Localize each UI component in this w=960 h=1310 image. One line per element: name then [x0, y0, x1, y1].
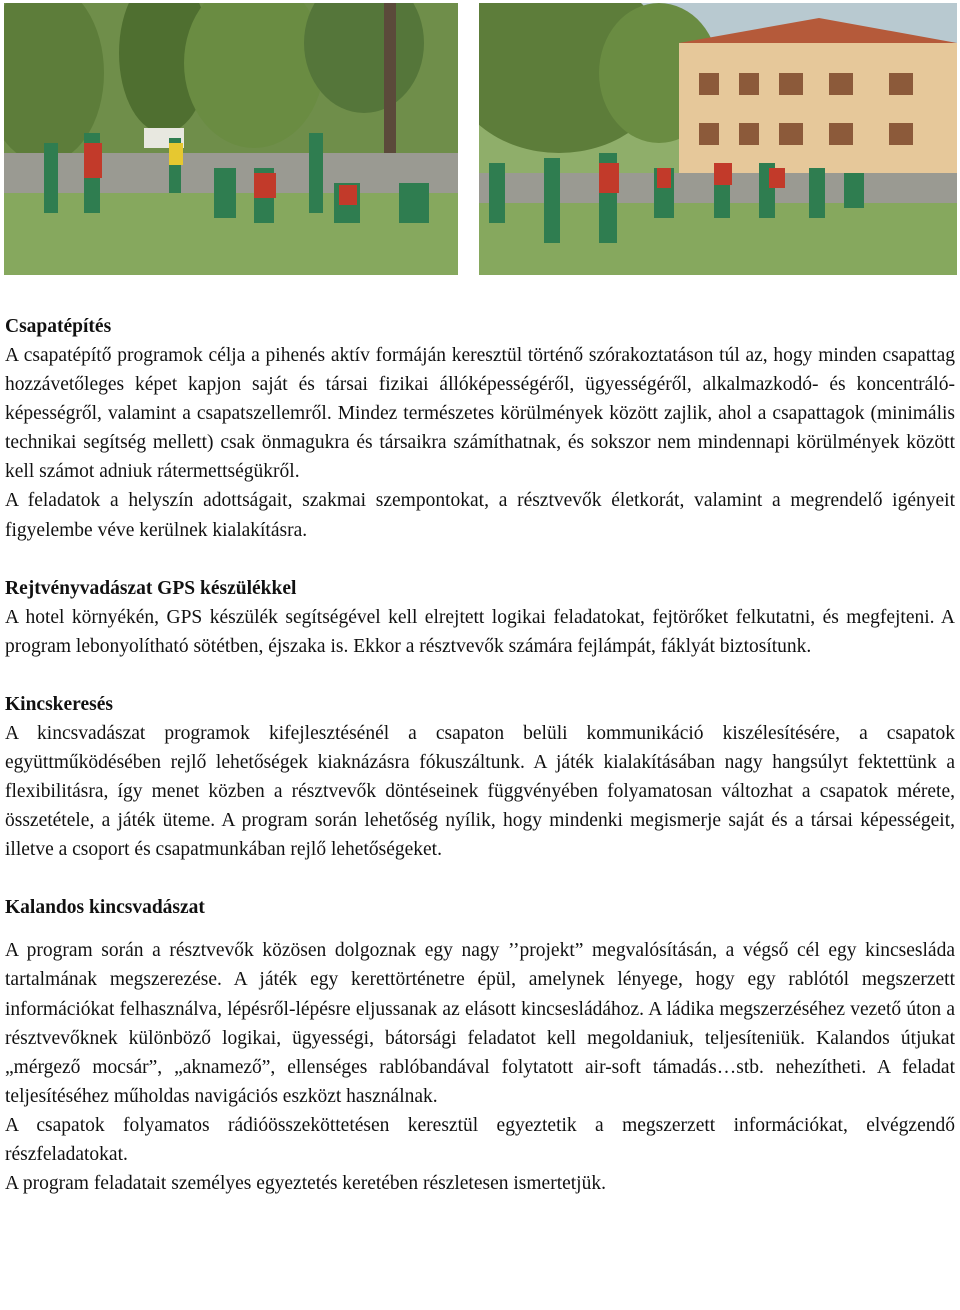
section-paragraph: A program feladatait személyes egyeztetés keretében részletesen ismertetjük. [5, 1173, 606, 1195]
section-paragraph: A csapatok folyamatos rádióösszeköttetésen keresztül egyeztetik a megszerzett információkat, elvégzendő részfeladatokat. [5, 1114, 955, 1165]
photo-team-hotel-lawn [479, 3, 957, 275]
document-body [5, 312, 955, 1198]
section-paragraph: A hotel környékén, GPS készülék segítségével kell elrejtett logikai feladatokat, fejtörőket felkutatni, és megfejteni. A program lebonyolítható sötétben, éjszaka is. Ekkor a résztvevők számára fejlámpát, fáklyát biztosítunk. [5, 606, 955, 657]
photo-row [0, 0, 960, 300]
section-rejtvenyvadaszat [5, 574, 955, 661]
section-heading: Csapatépítés [5, 316, 112, 337]
section-kincskereses [5, 690, 955, 864]
section-paragraph: A feladatok a helyszín adottságait, szakmai szempontokat, a résztvevők életkorát, valamint a megrendelő igényeit figyelembe véve kerülnek kialakításra. [5, 490, 955, 541]
section-heading: Kalandos kincsvadászat [5, 897, 205, 919]
section-heading: Rejtvényvadászat GPS készülékkel [5, 577, 297, 599]
photo-team-field-exercise [4, 3, 458, 275]
section-paragraph: A csapatépítő programok célja a pihenés aktív formáján keresztül történő szórakoztatáson túl az, hogy minden csapattag hozzávetőleges képet kapjon saját és társai fizikai állóképességéről, ügyességéről, alkalmazkodó- és koncentráló-képességről, valamint a csapatszellemről. Mindez természetes körülmények között zajlik, ahol a csapattagok (minimális technikai segítség mellett) csak önmagukra és társaikra számíthatnak, és sokszor nem mindennapi körülmények között kell számot adniuk rátermettségükről. [5, 345, 955, 483]
section-csapatepites [5, 312, 955, 545]
section-heading: Kincskeresés [5, 693, 113, 715]
section-paragraph: A program során a résztvevők közösen dolgoznak egy nagy ’’projekt” megvalósításán, a végső cél egy kincsesláda tartalmának megszerezése. A játék egy kerettörténetre épül, amelynek lényege, hogy egy rablótól megszerzett információkat felhasználva, lépésről-lépésre eljussanak az elásott kincsesládához. A ládika megszerzéséhez vezető úton a résztvevőknek különböző logikai, ügyességi, bátorsági feladatot kell megoldaniuk, teljesíteniük. Kalandos útjukat „mérgező mocsár”, „aknamező”, ellenséges rablóbandával folytatott air-soft támadás…stb. nehezítheti. A feladat teljesítéséhez műholdas navigációs eszközt használnak. [5, 940, 955, 1107]
section-paragraph: A kincsvadászat programok kifejlesztésénél a csapaton belüli kommunikáció kiszélesítésére, a csapatok együttműködésében rejlő lehetőségek kiaknázásra fókuszáltunk. A játék kialakításában nagy hangsúlyt fektettünk a flexibilitásra, így menet közben a résztvevők döntéseinek függvényében folyamatosan változhat a csapatok mérete, összetétele, a játék üteme. A program során lehetőség nyílik, hogy mindenki megismerje saját és a társai képességeit, illetve a csoport és csapatmunkában rejlő lehetőségeket. [5, 722, 955, 861]
section-kalandos-kincsvadaszat [5, 893, 955, 1198]
